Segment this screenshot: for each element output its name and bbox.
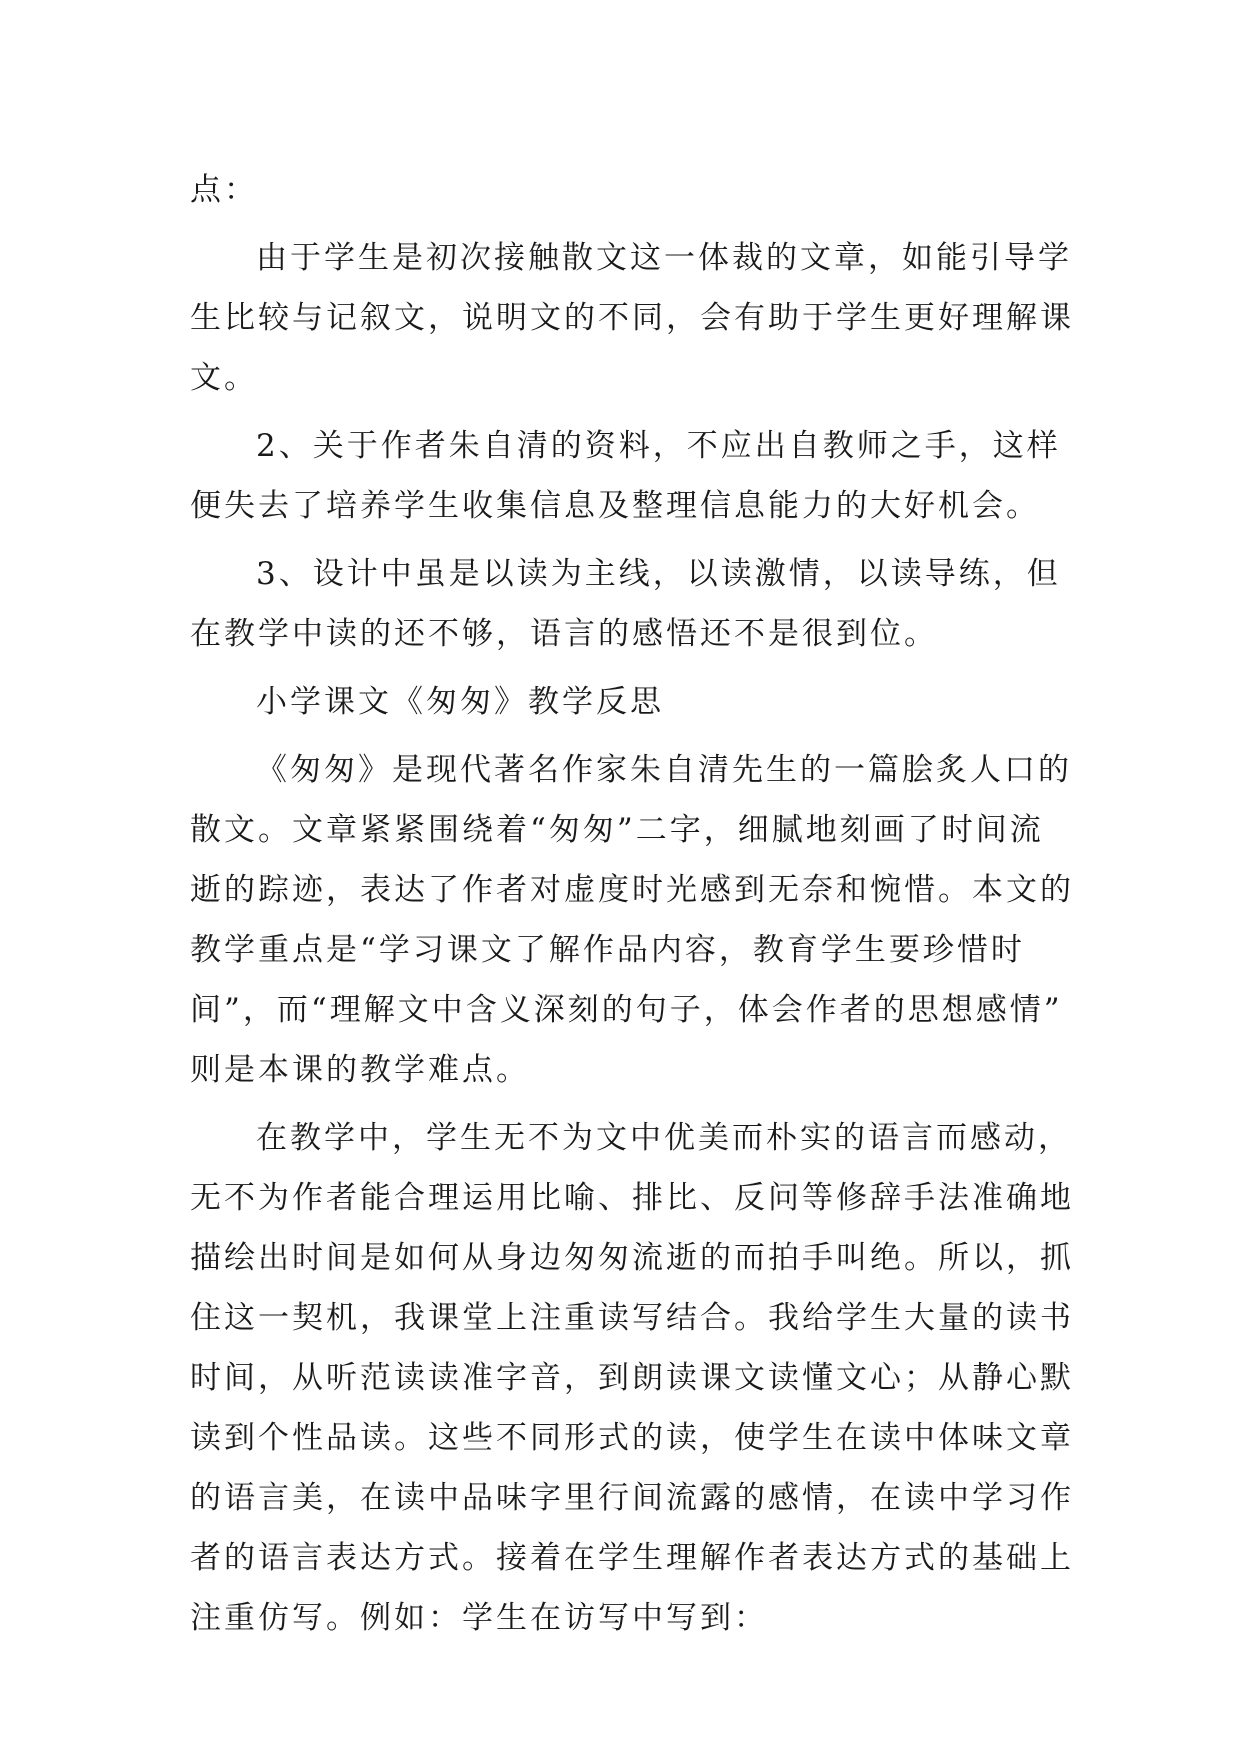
text-line: 间”，而“理解文中含义深刻的句子，体会作者的思想感情” bbox=[190, 992, 1063, 1028]
text-line: 则是本课的教学难点。 bbox=[190, 1052, 530, 1088]
text-line: 的语言美，在读中品味字里行间流露的感情，在读中学习作 bbox=[190, 1480, 1074, 1516]
text-line: 逝的踪迹，表达了作者对虚度时光感到无奈和惋惜。本文的 bbox=[190, 872, 1074, 908]
section-title: 小学课文《匆匆》教学反思 bbox=[256, 684, 664, 720]
text-line: 描绘出时间是如何从身边匆匆流逝的而拍手叫绝。所以，抓 bbox=[190, 1240, 1074, 1276]
text-line: 读到个性品读。这些不同形式的读，使学生在读中体味文章 bbox=[190, 1420, 1074, 1456]
text-line: 散文。文章紧紧围绕着“匆匆”二字，细腻地刻画了时间流 bbox=[190, 812, 1044, 848]
paragraph-start-line: 由于学生是初次接触散文这一体裁的文章，如能引导学 bbox=[256, 240, 1072, 276]
text-line: 点： bbox=[190, 172, 258, 208]
paragraph-start-line: 《匆匆》是现代著名作家朱自清先生的一篇脍炙人口的 bbox=[256, 752, 1072, 788]
text-line: 生比较与记叙文，说明文的不同，会有助于学生更好理解课 bbox=[190, 300, 1074, 336]
paragraph-start-line: 在教学中，学生无不为文中优美而朴实的语言而感动， bbox=[256, 1120, 1072, 1156]
text-line: 教学重点是“学习课文了解作品内容，教育学生要珍惜时 bbox=[190, 932, 1025, 968]
paragraph-start-line: 2、关于作者朱自清的资料，不应出自教师之手，这样 bbox=[256, 428, 1061, 464]
document-body bbox=[190, 160, 1074, 1648]
text-line: 时间，从听范读读准字音，到朗读课文读懂文心；从静心默 bbox=[190, 1360, 1074, 1396]
text-line: 文。 bbox=[190, 360, 258, 396]
paragraph-start-line: 3、设计中虽是以读为主线，以读激情，以读导练，但 bbox=[256, 556, 1061, 592]
text-line: 便失去了培养学生收集信息及整理信息能力的大好机会。 bbox=[190, 488, 1040, 524]
text-line: 在教学中读的还不够，语言的感悟还不是很到位。 bbox=[190, 616, 938, 652]
text-line: 无不为作者能合理运用比喻、排比、反问等修辞手法准确地 bbox=[190, 1180, 1074, 1216]
text-line: 注重仿写。例如：学生在访写中写到： bbox=[190, 1600, 768, 1636]
text-line: 住这一契机，我课堂上注重读写结合。我给学生大量的读书 bbox=[190, 1300, 1074, 1336]
text-line: 者的语言表达方式。接着在学生理解作者表达方式的基础上 bbox=[190, 1540, 1074, 1576]
